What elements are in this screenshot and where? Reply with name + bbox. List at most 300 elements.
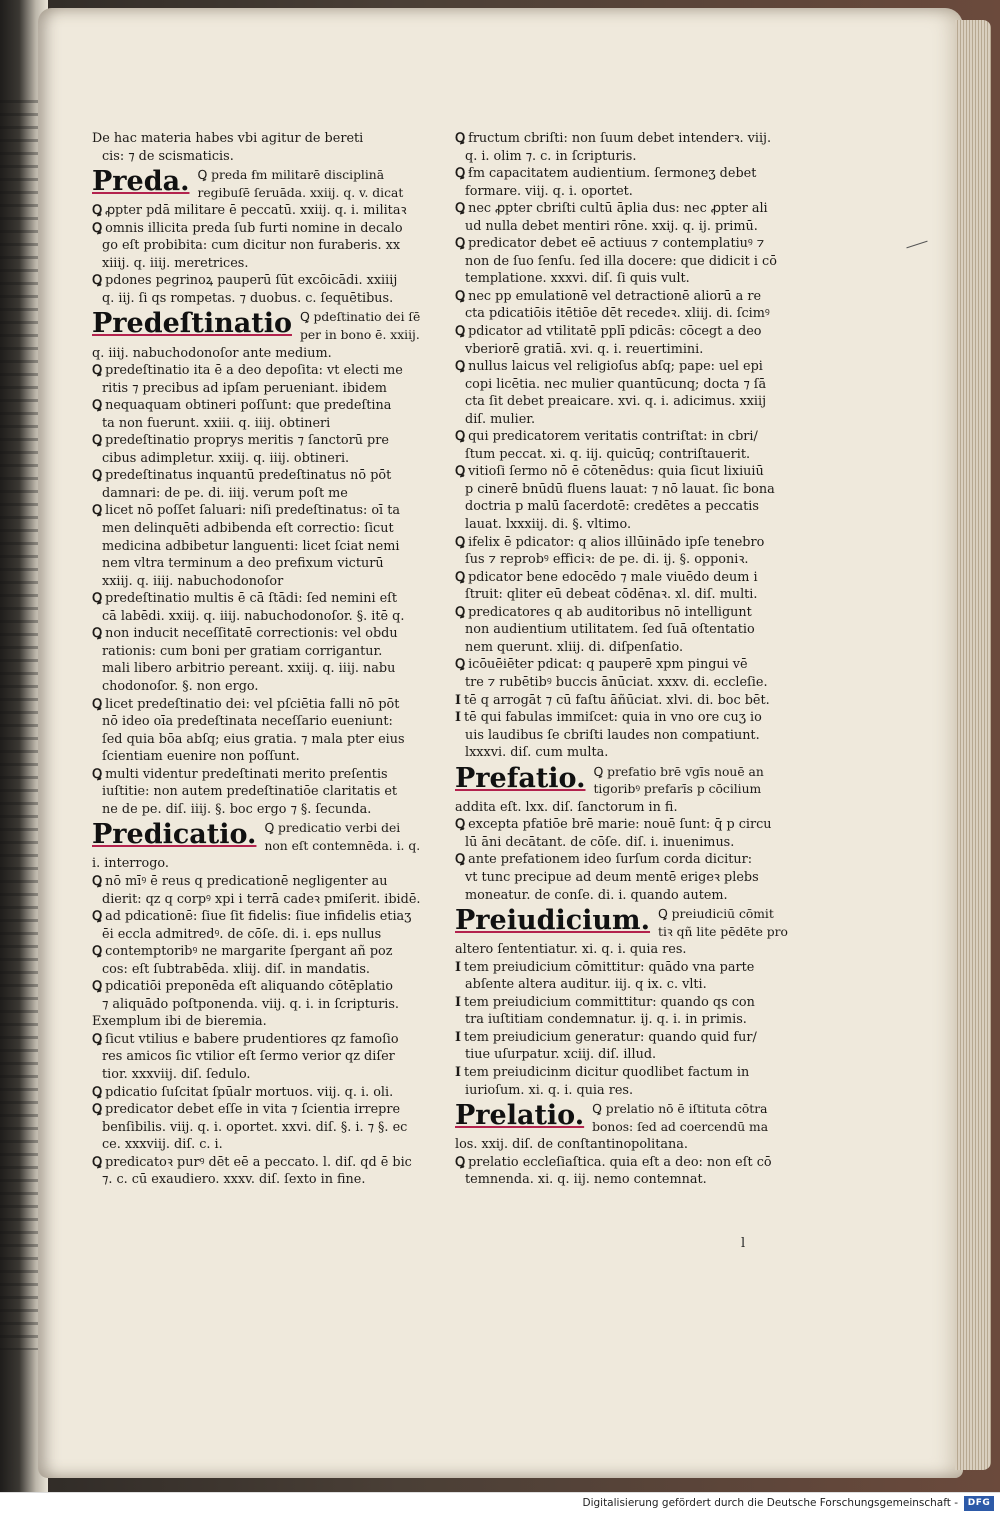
text-span: multi videntur predeſtinati merito preſentis	[105, 766, 388, 782]
text-line	[455, 994, 795, 1012]
rubric-heading-block	[92, 167, 444, 202]
paragraph-entry	[455, 534, 795, 569]
text-span: ⁊ aliquādo poſtponenda. viij. q. i. in ſcripturis.	[102, 996, 399, 1012]
text-line	[455, 428, 795, 446]
text-line	[92, 943, 444, 961]
text-span: iuſtitie: non autem predeſtinatiōe claritatis et	[102, 784, 398, 800]
item-mark-icon: I	[455, 1064, 461, 1080]
text-span: non inducit neceſſitatē correctionis: vel obdu	[105, 626, 398, 642]
text-line: bonos: ſed ad coercendū ma	[592, 1119, 769, 1134]
paragraph-mark-icon: Ꝗ	[92, 1102, 103, 1118]
text-span: qui predicatorem veritatis contriſtat: in cbri/	[468, 429, 758, 445]
text-line	[455, 744, 795, 762]
heading-text	[593, 764, 795, 799]
text-span: cta ſit debet preaicare. xvi. q. i. adicimus. xxiij	[465, 394, 767, 410]
text-line	[92, 432, 444, 450]
text-line	[92, 220, 444, 238]
text-span: medicina adbibetur languenti: licet ſciat nemi	[102, 538, 400, 554]
text-span: non de ſuo ſenſu. ſed illa docere: que didicit i cō	[465, 253, 777, 269]
item-mark-icon: I	[455, 959, 461, 975]
text-span: tē q arrogāt ⁊ cū faſtu āñūciat. xlvi. di. boc bēt.	[464, 692, 770, 708]
text-line	[92, 1171, 444, 1189]
paragraph-entry	[455, 235, 795, 288]
text-line: Ꝗ preda ẜm militarē disciplinā	[197, 168, 385, 183]
text-line	[92, 1084, 444, 1102]
paragraph-mark-icon: Ꝗ	[455, 324, 466, 340]
text-span: fructum cbriſti: non ſuum debet intenderꝛ. viij.	[468, 131, 772, 146]
text-span: predicator debet eſſe in vita ⁊ ſcientia irrepre	[105, 1102, 401, 1118]
page-stack-edge	[955, 20, 991, 1470]
text-line	[455, 305, 795, 323]
text-span: pdicatio ſuſcitat ſpūalr mortuos. viij. q. i. oli.	[105, 1084, 394, 1100]
heading-text	[197, 167, 444, 202]
text-line: De hac materia habes vbi agitur de bereti	[92, 131, 364, 146]
text-line	[455, 481, 795, 499]
text-line	[455, 639, 795, 657]
text-line	[455, 130, 795, 148]
text-line	[455, 1064, 795, 1082]
paragraph-entry	[92, 502, 444, 590]
text-span: q. iij. ſi qs rompetas. ⁊ duobus. c. ſequētibus.	[102, 290, 394, 306]
paragraph-entry	[92, 272, 444, 307]
paragraph-mark-icon: Ꝗ	[455, 166, 466, 182]
item-mark-icon: I	[455, 1029, 461, 1045]
rubric-heading: Predicatio.	[92, 819, 257, 851]
text-span: nō mīꝰ ē reus q predicationē negligenter au	[105, 873, 388, 889]
text-line	[92, 538, 444, 556]
text-line	[92, 290, 444, 308]
text-line	[92, 996, 444, 1014]
text-line	[455, 463, 795, 481]
facing-page-text-fragment	[0, 100, 40, 1350]
text-span: abſente altera auditur. iij. q ix. c. vlti.	[465, 977, 707, 993]
text-line	[92, 1066, 444, 1084]
text-line	[455, 411, 795, 429]
text-span: nec pp emulationē vel detractionē aliorū a re	[468, 288, 762, 304]
text-line	[455, 358, 795, 376]
paragraph-entry	[455, 569, 795, 604]
text-line	[455, 253, 795, 271]
dfg-logo-icon: DFG	[964, 1496, 994, 1511]
text-span: rationis: cum boni per gratiam corrigantur.	[102, 643, 383, 659]
text-span: tem preiudicium committitur: quando qs con	[464, 994, 755, 1010]
text-line	[455, 323, 795, 341]
paragraph-entry	[92, 766, 444, 819]
text-span: ſicut vtilius e babere prudentiores qz famoſio	[105, 1031, 399, 1047]
paragraph-mark-icon: Ꝗ	[92, 909, 103, 925]
text-line	[455, 200, 795, 218]
text-span: cos: eſt ſubtrabēda. xliij. diſ. in mandatis.	[102, 961, 370, 977]
text-line	[92, 362, 444, 380]
text-line: non eſt contemnēda. i. q.	[264, 838, 421, 853]
rubric-heading-block	[92, 820, 444, 855]
paragraph-mark-icon: Ꝗ	[92, 273, 103, 289]
heading-text	[300, 309, 444, 344]
text-span: vt tunc precipue ad deum mentē erigeꝛ plebs	[465, 869, 759, 885]
paragraph-entry	[92, 696, 444, 766]
text-line	[92, 573, 444, 591]
text-line	[455, 1082, 795, 1100]
text-line	[92, 783, 444, 801]
paragraph-entry	[455, 851, 795, 904]
text-span: ẜm capacitatem audientium. ſermoneʒ debet	[468, 166, 757, 182]
text-span: lxxxvi. diſ. cum multa.	[465, 745, 609, 761]
text-line: q. iiij. nabuchodonoſor ante medium.	[92, 345, 332, 361]
heading-text	[658, 906, 795, 941]
paragraph-mark-icon: Ꝗ	[455, 1154, 466, 1170]
rubric-heading: Prefatio.	[455, 762, 586, 794]
text-span: predicatores q ab auditoribus nō intelligunt	[468, 604, 752, 620]
paragraph-entry	[455, 604, 795, 657]
text-line: tigoribꝰ prefarīs p cōcilium	[593, 782, 762, 797]
text-span: ſus ⁊ reprobꝰ efficiꝛ: de pe. di. ij. §. opponiꝛ.	[465, 552, 749, 568]
text-span: tem preiudicium generatur: quando quid fur/	[464, 1029, 757, 1045]
text-span: tiue uſurpatur. xciij. diſ. illud.	[465, 1047, 657, 1063]
paragraph-mark-icon: Ꝗ	[92, 979, 103, 995]
text-line	[455, 569, 795, 587]
text-span: icōuēiēter pdicat: q pauperē xpm pingui vē	[468, 657, 748, 673]
text-line	[92, 731, 444, 749]
text-line: per in bono ē. xxiij.	[299, 328, 420, 343]
text-span: predeſtinatus inquantū predeſtinatus nō pōt	[105, 468, 392, 484]
paragraph-mark-icon: Ꝗ	[455, 852, 466, 868]
text-line	[92, 237, 444, 255]
text-line	[455, 1029, 795, 1047]
rubric-heading: Preda.	[92, 166, 190, 198]
text-span: uis laudibus ſe cbriſti laudes non compatiunt.	[465, 727, 760, 743]
paragraph-mark-icon: Ꝗ	[455, 236, 466, 252]
paragraph-entry	[92, 1101, 444, 1154]
paragraph-entry	[92, 943, 444, 978]
text-span: licet predeſtinatio dei: vel pſciētia falli nō pōt	[105, 696, 400, 712]
text-span: nec ꝓpter cbriſti cultū āplia dus: nec ꝓpter ali	[468, 201, 768, 217]
rubric-heading: Preiudicium.	[455, 905, 651, 937]
footer-credit-text: Digitalisierung gefördert durch die Deutsche Forschungsgemeinschaft -	[582, 1497, 958, 1509]
text-span: predicatoꝛ purꝰ dēt eē a peccato. l. diſ. qd ē bic	[105, 1154, 412, 1170]
paragraph-mark-icon: Ꝗ	[92, 696, 103, 712]
item-entry	[455, 692, 795, 710]
text-span: predicator debet eē actiuus ⁊ contemplatiuꝰ ⁊	[468, 236, 765, 252]
text-line: Ꝗ preiudiciū cōmit	[658, 907, 774, 922]
text-line	[455, 656, 795, 674]
text-line: Ꝗ pdeſtinatio dei ſē	[299, 310, 421, 325]
text-line	[455, 1154, 795, 1172]
paragraph-entry	[455, 656, 795, 691]
text-span: cta pdicatiōis itētiōe dēt recedeꝛ. xliij. di. ſcimꝰ	[465, 306, 770, 322]
paragraph-mark-icon: Ꝗ	[92, 591, 103, 607]
text-line: altero ſententiatur. xi. q. i. quia res.	[455, 942, 687, 958]
paragraph-mark-icon: Ꝗ	[92, 873, 103, 889]
paragraph-entry	[455, 323, 795, 358]
paragraph-entry	[455, 358, 795, 428]
digitization-footer	[0, 1492, 1000, 1515]
text-span: ēi eccla admitredꝰ. de cōſe. di. i. eps nullus	[102, 926, 382, 942]
text-line	[92, 255, 444, 273]
text-line	[455, 1011, 795, 1029]
text-line	[92, 590, 444, 608]
text-span: pdicatiōi preponēda eſt aliquando cōtēplatio	[105, 979, 393, 995]
paragraph-entry	[455, 200, 795, 235]
paragraph-mark-icon: Ꝗ	[92, 1031, 103, 1047]
paragraph-entry	[455, 165, 795, 200]
text-span: tre ⁊ rubētibꝰ buccis ānūciat. xxxv. di. eccleſie.	[465, 674, 768, 690]
text-line: tiꝛ qñ lite pēdēte pro	[658, 924, 788, 939]
text-span: damnari: de pe. di. iiij. verum poſt me	[102, 485, 348, 501]
text-span: p cinerē bnūdū fluens lauat: ⁊ nō lauat. ſic bona	[465, 481, 775, 497]
text-line	[92, 643, 444, 661]
text-span: cā labēdi. xxiij. q. iiij. nabuchodonoſor. §. itē q.	[102, 608, 405, 624]
text-line	[92, 1101, 444, 1119]
text-line	[455, 534, 795, 552]
text-line	[455, 604, 795, 622]
text-span: formare. viij. q. i. oportet.	[465, 183, 633, 199]
text-line	[92, 891, 444, 909]
text-line	[455, 869, 795, 887]
rubric-heading-block	[455, 1101, 795, 1136]
text-line	[455, 674, 795, 692]
text-span: ce. xxxviij. diſ. c. i.	[102, 1137, 223, 1153]
text-line	[92, 485, 444, 503]
text-line	[455, 183, 795, 201]
text-span: nullus laicus vel religioſus abſq; pape: uel epi	[468, 359, 763, 375]
rubric-heading: Predeſtinatio	[92, 308, 292, 340]
text-span: ifelix ē pdicator: q alios illūinādo ipſe tenebro	[468, 534, 765, 550]
paragraph-entry	[92, 590, 444, 625]
text-line	[92, 625, 444, 643]
text-span: nequaquam obtineri poſſunt: que predeſtina	[105, 398, 392, 414]
text-span: copi licētia. nec mulier quantūcunq; docta ⁊ ſā	[465, 376, 767, 392]
text-span: chodonoſor. §. non ergo.	[102, 678, 259, 694]
text-span: pdones pegrinoꝝ pauperū ſūt excōicādi. xxiiij	[105, 273, 398, 289]
text-line: los. xxij. diſ. de conſtantinopolitana.	[455, 1137, 688, 1153]
text-span: licet nō poſſet ſaluari: niſi predeſtinatus: oī ta	[105, 503, 400, 519]
text-span: xxiij. q. iiij. nabuchodonoſor	[102, 573, 284, 589]
paragraph-mark-icon: Ꝗ	[455, 464, 466, 480]
text-span: diſ. mulier.	[465, 411, 536, 427]
text-line	[92, 926, 444, 944]
heading-text	[592, 1101, 795, 1136]
text-line	[455, 148, 795, 166]
text-line	[455, 887, 795, 905]
paragraph-entry	[92, 625, 444, 695]
paragraph-entry	[92, 202, 444, 220]
rubric-heading-block	[92, 309, 444, 344]
paragraph-mark-icon: Ꝗ	[92, 503, 103, 519]
paragraph-mark-icon: Ꝗ	[92, 363, 103, 379]
text-line	[92, 678, 444, 696]
paragraph-entry	[92, 873, 444, 908]
paragraph-mark-icon: Ꝗ	[455, 429, 466, 445]
paragraph-mark-icon: Ꝗ	[455, 131, 466, 146]
text-span: templatione. xxxvi. diſ. ſi quis vult.	[465, 271, 690, 287]
text-line: addita eſt. lxx. diſ. ſanctorum in fi.	[455, 799, 678, 815]
text-span: ad pdicationē: ſiue ſit fidelis: ſiue infidelis etiaʒ	[105, 909, 412, 925]
paragraph-entry	[92, 1031, 444, 1084]
text-line: Ꝗ prefatio brē vgīs nouē an	[593, 764, 764, 779]
item-entry	[455, 994, 795, 1029]
text-span: ud nulla debet mentiri rōne. xxij. q. ij. primū.	[465, 218, 758, 234]
text-line	[92, 380, 444, 398]
text-span: ne de pe. diſ. iiij. §. boc ergo ⁊ §. ſecunda.	[102, 801, 372, 817]
paragraph-entry	[92, 220, 444, 273]
text-line	[455, 976, 795, 994]
paragraph-mark-icon: Ꝗ	[455, 817, 466, 833]
text-line: i. interrogo.	[92, 856, 169, 872]
text-line	[455, 959, 795, 977]
text-span: omnis illicita preda ſub furti nomine in decalo	[105, 220, 403, 236]
paragraph-mark-icon: Ꝗ	[92, 944, 103, 960]
text-line	[455, 692, 795, 710]
text-line	[92, 696, 444, 714]
text-line	[92, 502, 444, 520]
text-line	[92, 873, 444, 891]
text-line	[455, 235, 795, 253]
text-span: ꝓpter pdā militare ē peccatū. xxiij. q. i. militaꝛ	[105, 203, 407, 219]
text-span: ſed quia bōa abſq; eius gratia. ⁊ mala pter eius	[102, 731, 405, 747]
text-span: dierit: qz q corpꝰ xpi i terrā cadeꝛ pmiſerit. ibidē.	[102, 891, 421, 907]
text-line	[455, 498, 795, 516]
text-line	[455, 834, 795, 852]
text-span: benſibilis. viij. q. i. oportet. xxvi. diſ. §. i. ⁊ §. ec	[102, 1119, 408, 1135]
rubric-heading: Prelatio.	[455, 1100, 585, 1132]
heading-text	[264, 820, 444, 855]
text-span: nem vltra terminum a deo prefixum victurū	[102, 556, 384, 572]
text-span: ſcientiam euenire non poſſunt.	[102, 749, 300, 765]
text-line	[455, 621, 795, 639]
item-entry	[455, 709, 795, 762]
text-span: xiiij. q. iiij. meretrices.	[102, 255, 249, 271]
text-span: q. i. olim ⁊. c. in ſcripturis.	[465, 148, 637, 164]
text-line	[92, 1119, 444, 1137]
text-line	[92, 520, 444, 538]
text-span: lauat. lxxxiij. di. §. vltimo.	[465, 517, 632, 533]
paragraph-entry	[455, 288, 795, 323]
paragraph-entry	[92, 397, 444, 432]
text-span: mali libero arbitrio pereant. xxiij. q. iiij. nabu	[102, 661, 396, 677]
paragraph-entry	[92, 978, 444, 1013]
text-span: cibus adimpletur. xxiij. q. iiij. obtineri.	[102, 450, 350, 466]
text-line: Ꝗ prelatio nō ē iſtituta cōtra	[592, 1102, 768, 1117]
paragraph-mark-icon: Ꝗ	[92, 468, 103, 484]
paragraph-mark-icon: Ꝗ	[92, 766, 103, 782]
text-span: predeſtinatio ita ē a deo depoſita: vt electi me	[105, 363, 403, 379]
text-span: ta non fuerunt. xxiii. q. iiij. obtineri	[102, 415, 331, 431]
paragraph-mark-icon: Ꝗ	[92, 203, 103, 219]
text-span: ⁊. c. cū exaudiero. xxxv. diſ. ſexto in fine.	[102, 1172, 366, 1188]
text-line	[92, 1048, 444, 1066]
text-line	[92, 415, 444, 433]
paragraph-mark-icon: Ꝗ	[92, 398, 103, 414]
text-line	[455, 446, 795, 464]
right-text-column	[455, 130, 795, 1189]
text-line	[92, 450, 444, 468]
text-span: excepta pfatiōe brē marie: nouē ſunt: q̄ p circu	[468, 817, 772, 833]
text-span: non audientium utilitatem. ſed ſuā oſtentatio	[465, 622, 755, 638]
paragraph-mark-icon: Ꝗ	[92, 1154, 103, 1170]
paragraph-mark-icon: Ꝗ	[92, 220, 103, 236]
text-line	[92, 908, 444, 926]
text-span: res amicos ſic vtilior eſt ſermo verior qz diſer	[102, 1049, 395, 1065]
paragraph-entry	[455, 1154, 795, 1189]
text-line	[92, 1136, 444, 1154]
paragraph-entry	[92, 1084, 444, 1102]
text-span: iurioſum. xi. q. i. quia res.	[465, 1082, 634, 1098]
text-span: nem querunt. xliij. di. diſpenſatio.	[465, 639, 684, 655]
text-span: contemptoribꝰ ne margarite ſpergant añ poz	[105, 944, 393, 960]
item-mark-icon: I	[455, 692, 461, 708]
paragraph-entry	[92, 432, 444, 467]
text-line	[92, 272, 444, 290]
paragraph-entry	[455, 463, 795, 533]
text-line	[455, 551, 795, 569]
paragraph-entry	[455, 130, 795, 165]
text-span: go eſt probibita: cum dicitur non furaberis. xx	[102, 238, 401, 254]
text-span: moneatur. de conſe. di. i. quando autem.	[465, 887, 728, 903]
paragraph-mark-icon: Ꝗ	[92, 626, 103, 642]
paragraph-mark-icon: Ꝗ	[455, 288, 466, 304]
text-line	[455, 709, 795, 727]
text-line	[455, 1171, 795, 1189]
text-line	[92, 801, 444, 819]
paragraph-entry	[92, 1154, 444, 1189]
paragraph-mark-icon: Ꝗ	[455, 201, 466, 217]
text-span: vitioſi ſermo nō ē cōtenēdus: quia ſicut lixiuiū	[468, 464, 764, 480]
text-line	[455, 727, 795, 745]
item-entry	[455, 959, 795, 994]
text-line: regibuſē ſeruāda. xxiij. q. v. dicat	[197, 185, 404, 200]
text-span: prelatio eccleſiaſtica. quia eſt a deo: non eſt cō	[468, 1154, 772, 1170]
item-entry	[455, 1029, 795, 1064]
text-line	[92, 978, 444, 996]
text-line	[92, 660, 444, 678]
text-span: tem preiudicium cōmittitur: quādo vna parte	[464, 959, 755, 975]
item-mark-icon: I	[455, 994, 461, 1010]
text-span: vberiorē gratiā. xvi. q. i. reuertimini.	[465, 341, 704, 357]
text-line	[455, 1046, 795, 1064]
text-line	[455, 393, 795, 411]
text-line	[92, 202, 444, 220]
paragraph-mark-icon: Ꝗ	[455, 657, 466, 673]
text-line	[92, 748, 444, 766]
paragraph-entry	[92, 908, 444, 943]
text-line	[455, 165, 795, 183]
rubric-heading-block	[455, 906, 795, 941]
text-span: ſtum peccat. xi. q. iij. quicūq; contriſtauerit.	[465, 446, 751, 462]
paragraph-mark-icon: Ꝗ	[455, 569, 466, 585]
text-line	[455, 270, 795, 288]
text-line	[92, 766, 444, 784]
text-line	[455, 851, 795, 869]
text-line	[92, 608, 444, 626]
text-span: lū āni decātant. de cōſe. diſ. i. inuenimus.	[465, 834, 735, 850]
item-entry	[455, 1064, 795, 1099]
text-line	[455, 288, 795, 306]
paragraph-mark-icon: Ꝗ	[455, 534, 466, 550]
paragraph-entry	[455, 816, 795, 851]
text-span: pdicator bene edocēdo ⁊ male viuēdo deum i	[468, 569, 758, 585]
paragraph-entry	[92, 467, 444, 502]
text-span: tior. xxxviij. diſ. ſedulo.	[102, 1066, 251, 1082]
text-line	[92, 555, 444, 573]
signature-mark: l	[741, 1236, 746, 1251]
text-span: tē qui fabulas immiſcet: quia in vno ore cuʒ io	[464, 710, 762, 726]
rubric-heading-block	[455, 764, 795, 799]
text-line	[455, 218, 795, 236]
text-span: tem preiudicinm dicitur quodlibet factum in	[464, 1064, 750, 1080]
text-line	[92, 961, 444, 979]
text-line	[455, 816, 795, 834]
text-line: cis: ⁊ de scismaticis.	[102, 148, 234, 164]
